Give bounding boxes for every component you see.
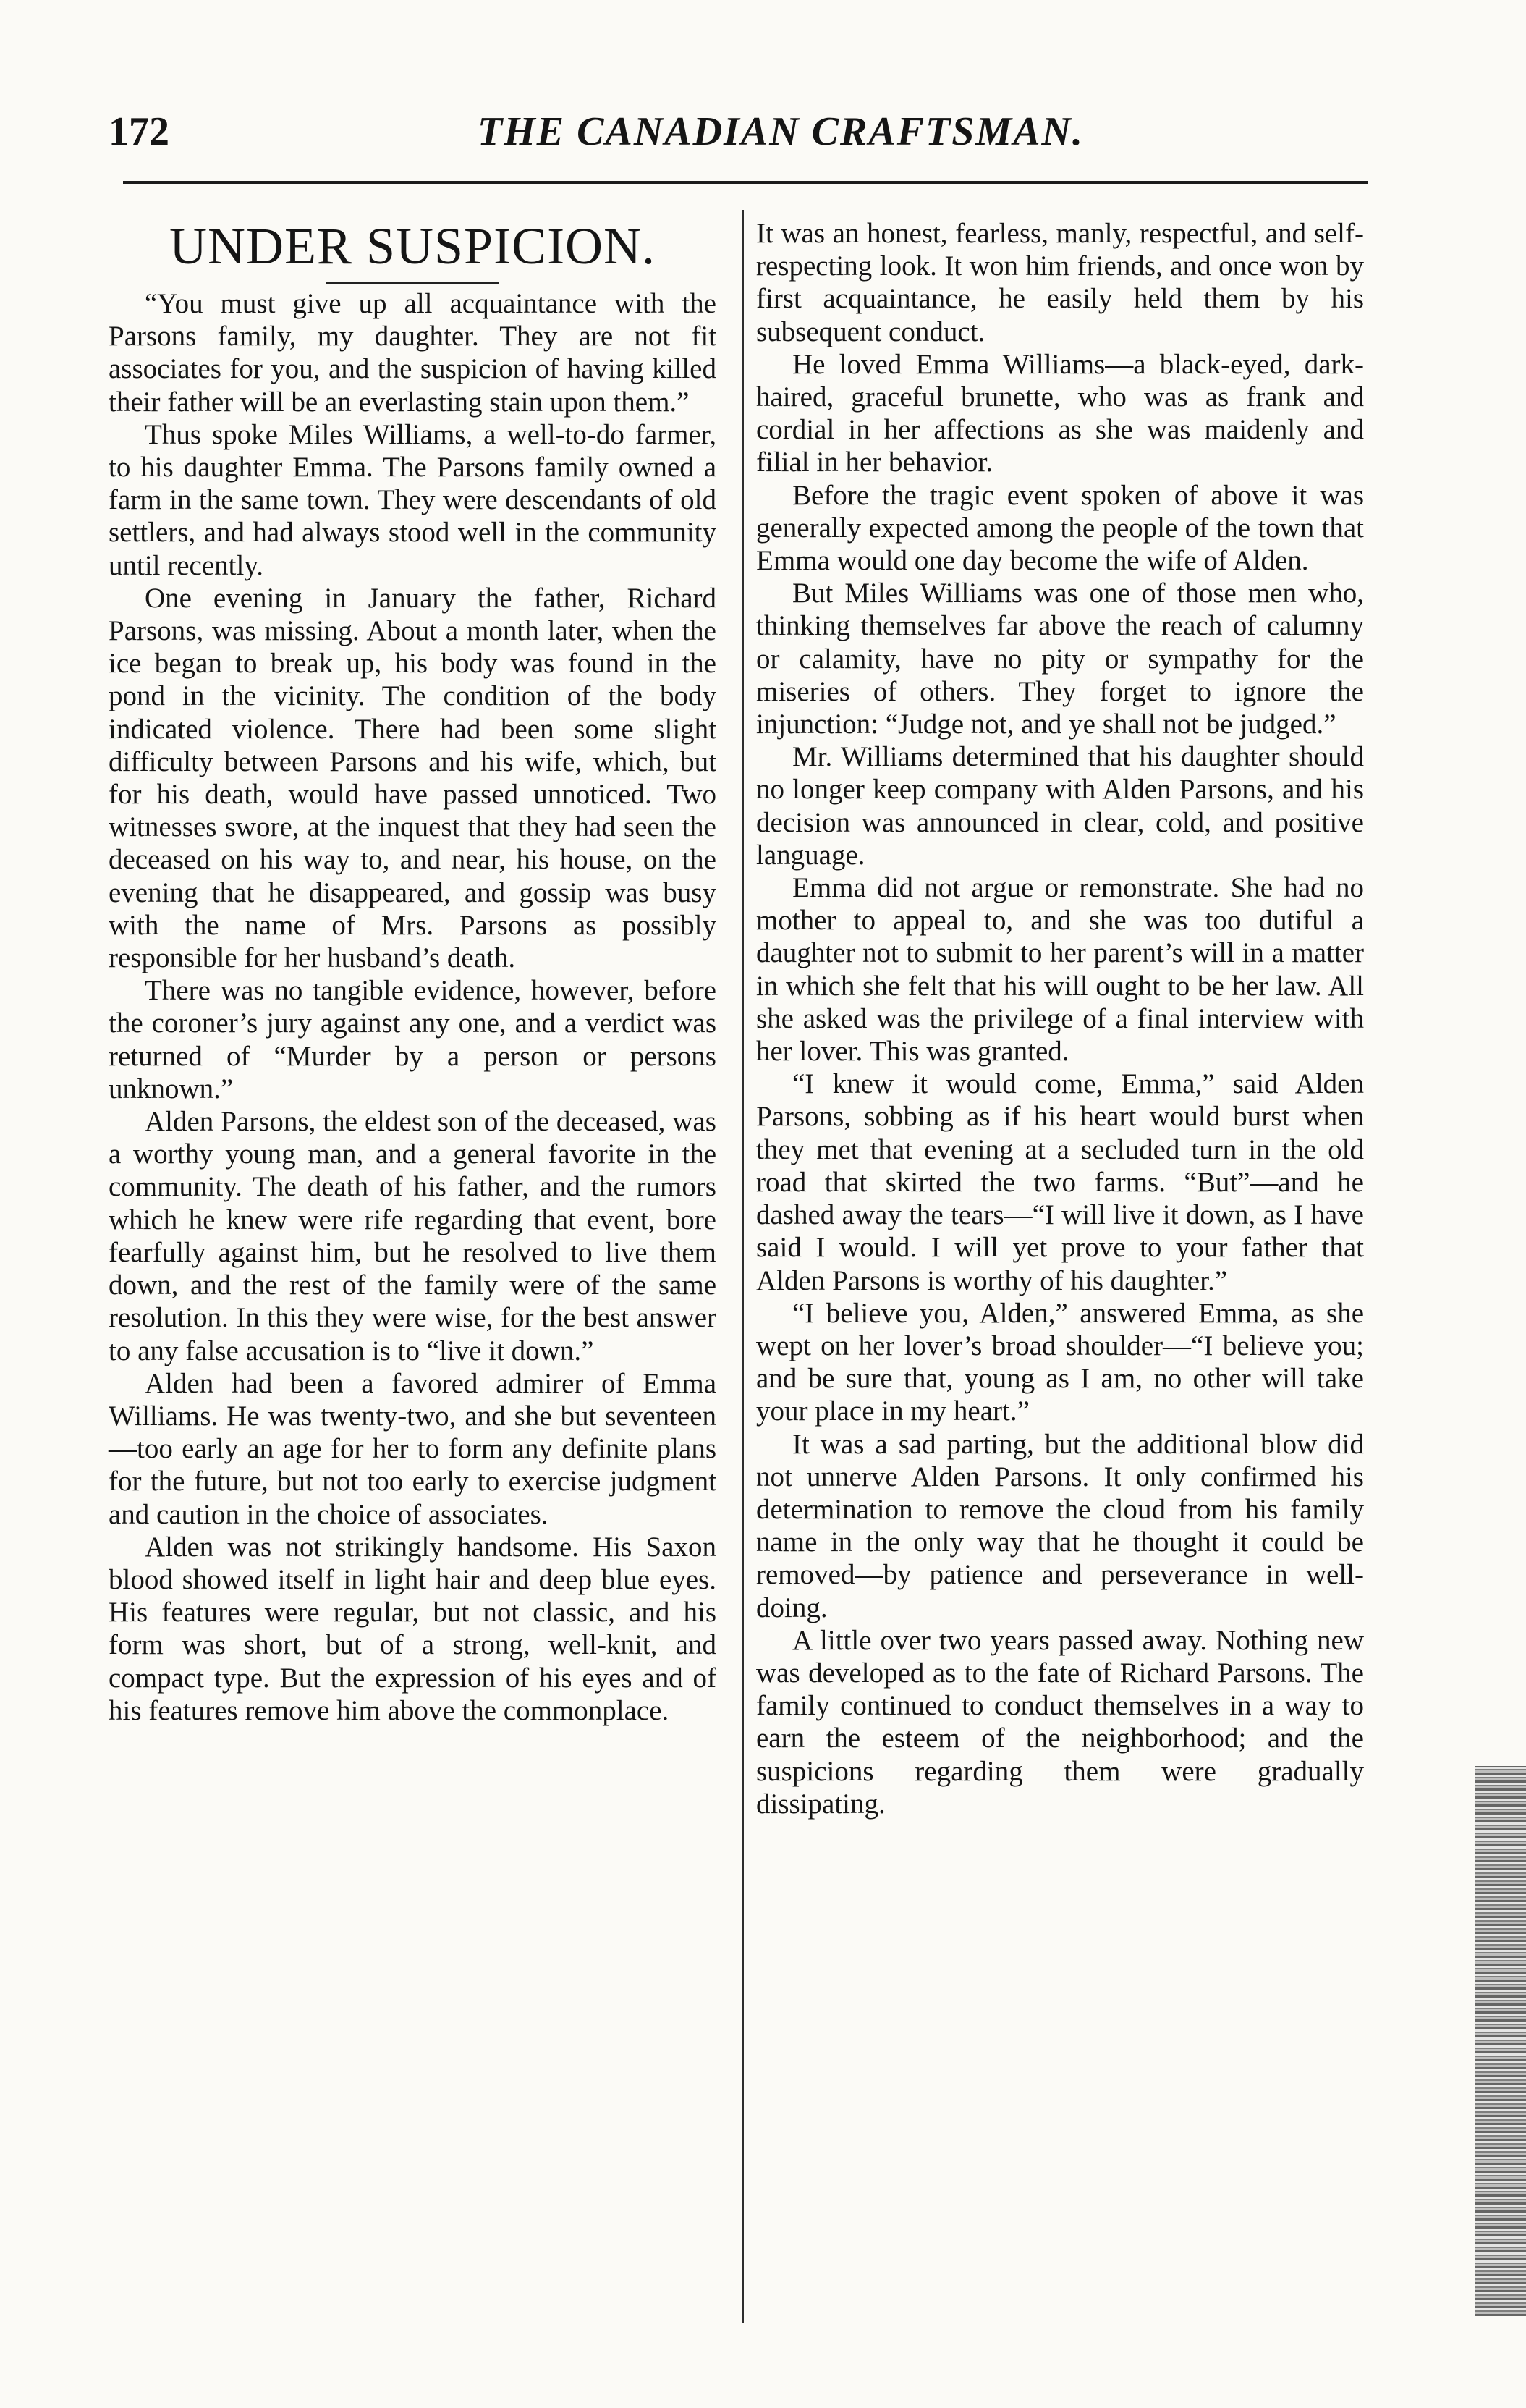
- right-paragraph-2: He loved Emma Williams—a black-eyed, dark-haired, graceful brunette, who was as frank and cordial in her affections as she was maidenly and filial in her behavior.: [756, 348, 1364, 478]
- left-column: [109, 217, 716, 1727]
- left-paragraph-4: There was no tangible evidence, however, before the coroner’s jury against any one, and a verdict was returned of “Murder by a person or persons unknown.”: [109, 975, 716, 1104]
- right-paragraph-3: Before the tragic event spoken of above it was generally expected among the people of the town that Emma would one day become the wife of Alden.: [756, 479, 1364, 577]
- right-paragraph-10: A little over two years passed away. Nothing new was developed as to the fate of Richard Parsons. The family continued to conduct themselves in a way to earn the esteem of the neighborhood; and the suspicions regarding them were gradually dissipating.: [756, 1624, 1364, 1820]
- left-paragraph-1: “You must give up all acquaintance with the Parsons family, my daughter. They are not fit associates for you, and the suspicion of having killed their father will be an everlasting stain upon them.”: [109, 288, 716, 418]
- right-paragraph-1: It was an honest, fearless, manly, respectful, and self-respecting look. It won him friends, and once won by first acquaintance, he easily held them by his subsequent conduct.: [756, 218, 1364, 347]
- left-paragraph-5: Alden Parsons, the eldest son of the deceased, was a worthy young man, and a general favorite in the community. The death of his father, and the rumors which he knew were rife regarding that event, bore fearfully against him, but he resolved to live them down, and the rest of the family were of the same resolution. In this they were wise, for the best answer to any false accusation is to “live it down.”: [109, 1106, 716, 1366]
- header-rule: [123, 181, 1368, 184]
- right-paragraph-8: “I believe you, Alden,” answered Emma, as she wept on her lover’s broad shoulder—“I believe you; and be sure that, young as I am, no other will take your place in my heart.”: [756, 1297, 1364, 1427]
- right-paragraph-4: But Miles Williams was one of those men who, thinking themselves far above the reach of calumny or calamity, have no pity or sympathy for the miseries of others. They forget to ignore the injunction: “Judge not, and ye shall not be judged.”: [756, 578, 1364, 740]
- article-title: UNDER SUSPICION.: [169, 217, 656, 275]
- right-column: [756, 217, 1364, 1820]
- right-paragraph-5: Mr. Williams determined that his daughter should no longer keep company with Alden Parsons, and his decision was announced in clear, cold, and positive language.: [756, 741, 1364, 871]
- column-divider: [742, 210, 744, 2323]
- right-paragraph-7: “I knew it would come, Emma,” said Alden Parsons, sobbing as if his heart would burst when they met that evening at a secluded turn in the old road that skirted the two farms. “But”—and he dashed away the tears—“I will live it down, as I have said I would. I will yet prove to your father that Alden Parsons is worthy of his daughter.”: [756, 1068, 1364, 1296]
- left-paragraph-7: Alden was not strikingly handsome. His Saxon blood showed itself in light hair and deep blue eyes. His features were regular, but not classic, and his form was short, but of a strong, well-knit, and compact type. But the expression of his eyes and of his features remove him above the commonplace.: [109, 1531, 716, 1726]
- page-number: 172: [109, 109, 169, 154]
- right-paragraph-6: Emma did not argue or remonstrate. She had no mother to appeal to, and she was too dutiful a daughter not to submit to her parent’s will in a matter in which she felt that his will ought to be her law. All she asked was the privilege of a final interview with her lover. This was granted.: [756, 872, 1364, 1068]
- title-rule: [326, 282, 499, 284]
- left-paragraph-6: Alden had been a favored admirer of Emma Williams. He was twenty-two, and she but seventeen—too early an age for her to form any definite plans for the future, but not too early to exercise judgment and caution in the choice of associates.: [109, 1367, 716, 1530]
- running-title: THE CANADIAN CRAFTSMAN.: [478, 109, 1084, 154]
- page-edge-binding: [1475, 1766, 1526, 2316]
- left-paragraph-2: Thus spoke Miles Williams, a well-to-do farmer, to his daughter Emma. The Parsons family owned a farm in the same town. They were descendants of old settlers, and had always stood well in the community until recently.: [109, 418, 716, 581]
- right-paragraph-9: It was a sad parting, but the additional blow did not unnerve Alden Parsons. It only confirmed his determination to remove the cloud from his family name in the only way that he thought it could be removed—by patience and perseverance in well-doing.: [756, 1428, 1364, 1623]
- left-paragraph-3: One evening in January the father, Richard Parsons, was missing. About a month later, when the ice began to break up, his body was found in the pond in the vicinity. The condition of the body indicated violence. There had been some slight difficulty between Parsons and his wife, which, but for his death, would have passed unnoticed. Two witnesses swore, at the inquest that they had seen the deceased on his way to, and near, his house, on the evening that he disappeared, and gossip was busy with the name of Mrs. Parsons as possibly responsible for her husband’s death.: [109, 582, 716, 974]
